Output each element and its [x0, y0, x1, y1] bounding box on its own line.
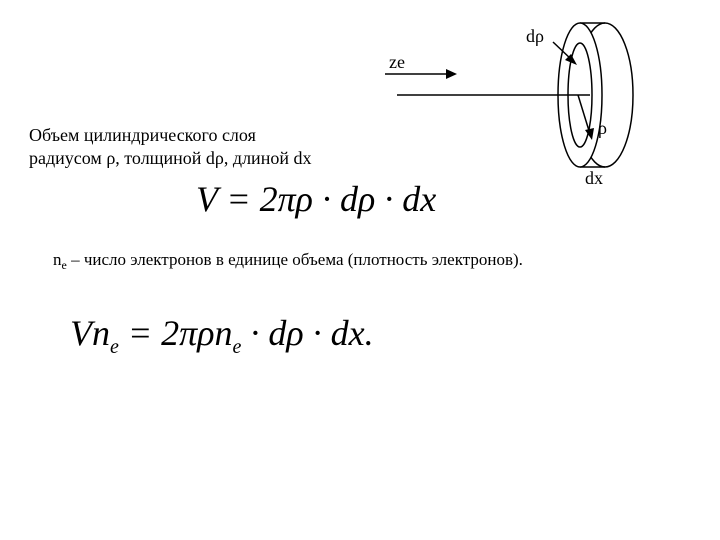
rho-label: ρ: [598, 118, 607, 138]
formula2-sub1: e: [110, 336, 119, 358]
note-text: – число электронов в единице объема (плотность электронов).: [66, 250, 523, 269]
description-line-1: Объем цилиндрического слоя: [29, 125, 256, 145]
formula2-sub2: e: [232, 336, 242, 358]
formula2-mid: = 2πρn: [118, 313, 233, 353]
ze-label: ze: [389, 52, 405, 72]
formula2-v: Vn: [70, 313, 110, 353]
formula2-tail: · dρ · dx.: [241, 313, 374, 353]
note-n: n: [53, 250, 62, 269]
description-line-2: радиусом ρ, толщиной dρ, длиной dx: [29, 148, 312, 168]
volume-formula: V = 2πρ · dρ · dx: [196, 179, 437, 219]
electron-density-note: [53, 250, 523, 273]
dx-label: dx: [585, 168, 603, 188]
electron-count-formula: [70, 312, 374, 359]
note-subscript: e: [61, 258, 67, 272]
ze-arrow-head: [446, 69, 457, 79]
drho-label: dρ: [526, 26, 544, 46]
